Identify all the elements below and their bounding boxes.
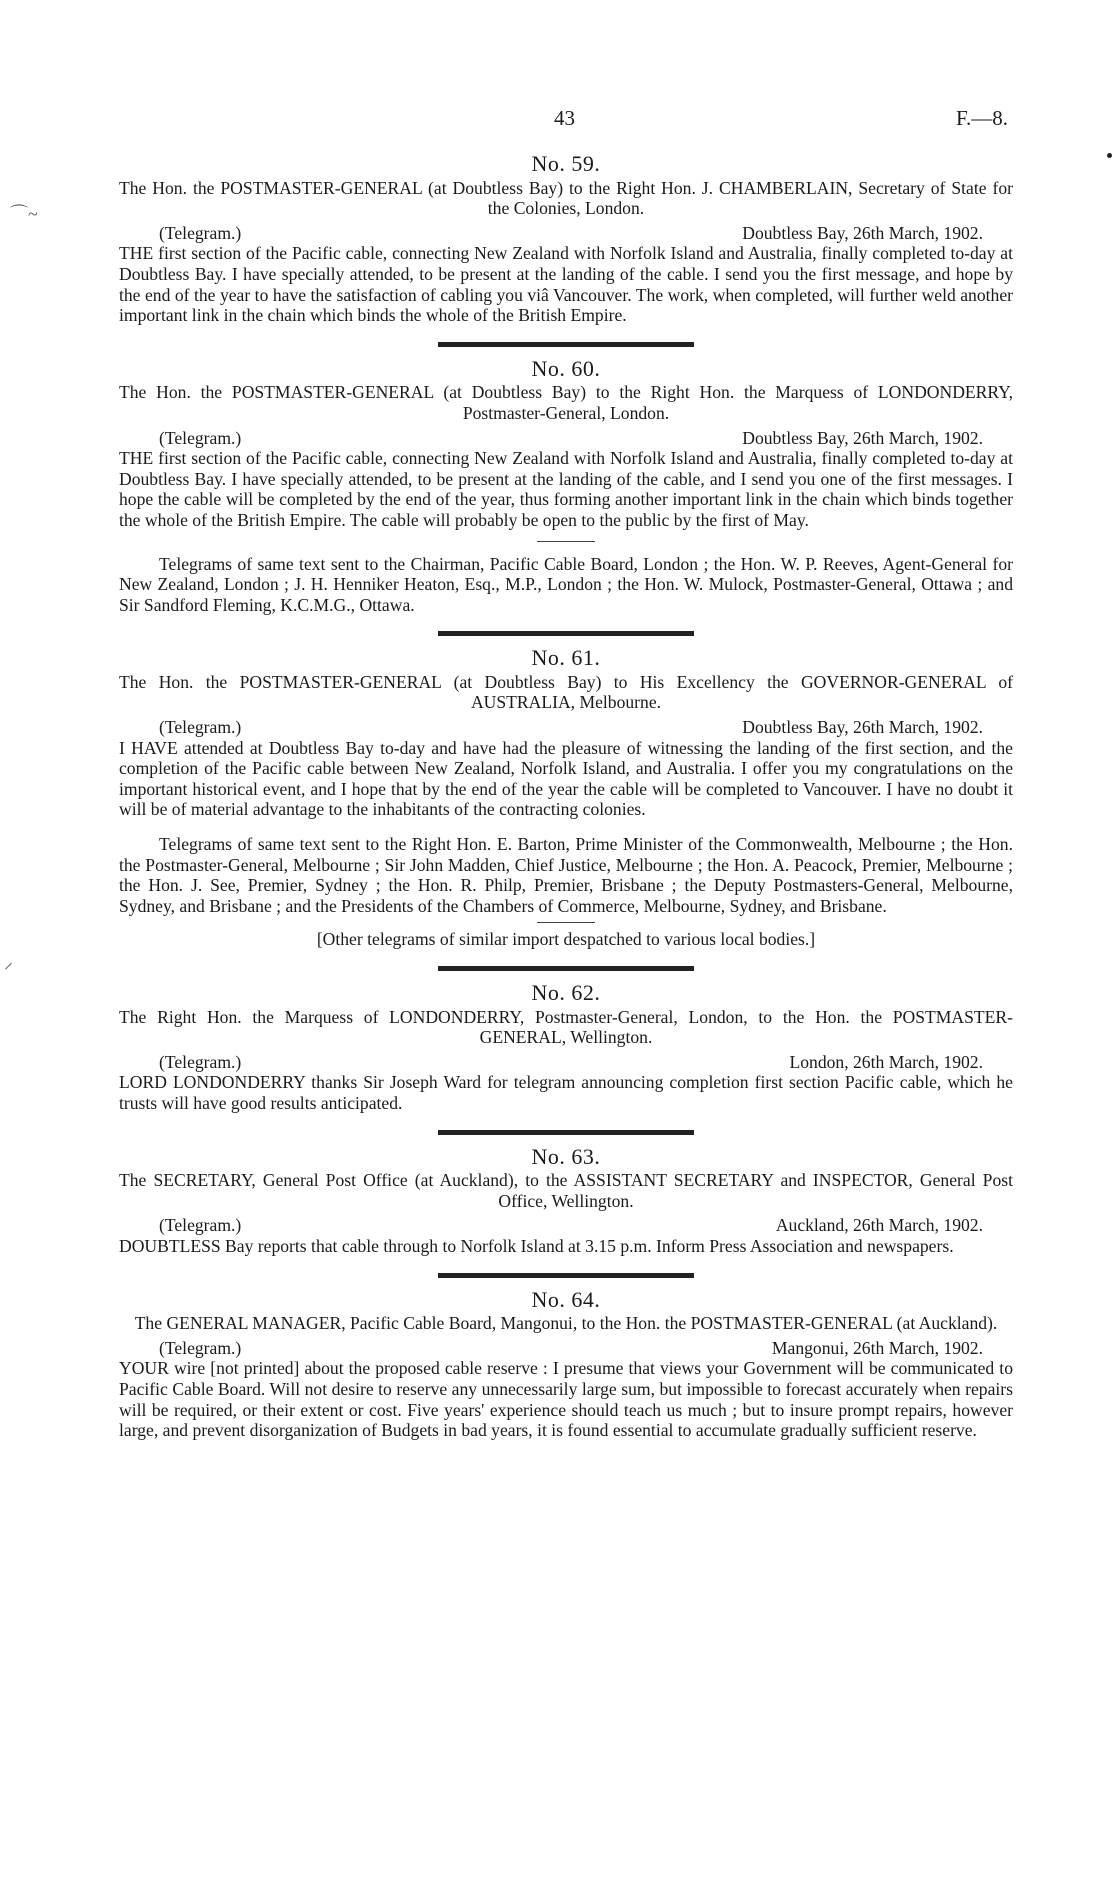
distribution-note: Telegrams of same text sent to the Right Hon. E. Barton, Prime Minister of the Commonwealth, Melbourne ; the Hon. the Postmaster-General, Melbourne ; Sir John Madden, Chief Justice, Melbourne ; the Hon. A. Peacock, Premier, Melbourne ; the Hon. J. See, Premier, Sydney ; the Hon. R. Philp, Premier, Brisbane ; the Deputy Postmasters-General, Melbourne, Sydney, and Brisbane ; and the Presidents of the Chambers of Commerce, Melbourne, Sydney, and Brisbane. — [119, 834, 1013, 916]
section-number: No. 61. — [531, 645, 601, 671]
place-date: London, 26th March, 1902. — [789, 1051, 983, 1072]
margin-mark: ⌒~ — [10, 204, 38, 224]
telegram-line — [119, 428, 1013, 449]
telegram-label: (Telegram.) — [159, 222, 242, 243]
section-heading: The Hon. the POSTMASTER-GENERAL (at Doubtless Bay) to His Excellency the GOVERNOR-GENERAL of AUSTRALIA, Melbourne. — [119, 671, 1013, 713]
telegram-line — [119, 1215, 1013, 1236]
section-59 — [119, 151, 1013, 326]
place-date: Doubtless Bay, 26th March, 1902. — [742, 717, 983, 738]
section-divider — [438, 631, 694, 636]
section-divider — [438, 1130, 694, 1135]
section-heading: The GENERAL MANAGER, Pacific Cable Board, Mangonui, to the Hon. the POSTMASTER-GENERAL (at Auckland). — [134, 1313, 998, 1334]
section-number: No. 63. — [531, 1143, 601, 1169]
place-date: Doubtless Bay, 26th March, 1902. — [742, 427, 983, 448]
section-62 — [119, 980, 1013, 1114]
telegram-label: (Telegram.) — [159, 1337, 242, 1358]
section-number: No. 62. — [531, 980, 601, 1005]
note-divider — [537, 922, 595, 923]
section-divider — [438, 1273, 694, 1278]
spacer — [119, 820, 1013, 834]
telegram-body: I HAVE attended at Doubtless Bay to-day and have had the pleasure of witnessing the landing of the first section, and the completion of the Pacific cable between New Zealand, Norfolk Island, and Australia. I offer you my congratulations on the important historical event, and I hope that by the end of the year the cable will be completed to Vancouver. I have no doubt it will be of material advantage to the inhabitants of the contracting colonies. — [119, 737, 1013, 820]
telegram-body: THE first section of the Pacific cable, connecting New Zealand with Norfolk Island and Australia, finally completed to-day at Doubtless Bay. I have specially attended, to be present at the landing of the cable. I send you the first message, and hope by the end of the year to have the satisfaction of cabling you viâ Vancouver. The work, when completed, will further weld another important link in the chain which binds the whole of the British Empire. — [119, 243, 1013, 326]
section-divider — [438, 966, 694, 971]
telegram-line — [119, 1338, 1013, 1359]
telegram-label: (Telegram.) — [159, 1215, 242, 1236]
telegram-label: (Telegram.) — [159, 717, 242, 738]
telegram-label: (Telegram.) — [159, 427, 242, 448]
page-number: 43 — [554, 106, 575, 130]
section-heading: The Hon. the POSTMASTER-GENERAL (at Doubtless Bay) to the Right Hon. J. CHAMBERLAIN, Secretary of State for the Colonies, London. — [119, 177, 1013, 219]
note-divider — [537, 541, 595, 542]
telegram-body: YOUR wire [not printed] about the proposed cable reserve : I presume that views your Government will be communicated to Pacific Cable Board. Will not desire to reserve any unnecessarily large sum, but impossible to forecast accurately when repairs will be required, or their extent or cost. Five years' experience should teach us much ; but to insure prompt repairs, however large, and prevent disorganization of Budgets in bad years, it is found essential to accumulate gradually sufficient reserve. — [119, 1358, 1013, 1441]
section-64 — [119, 1286, 1013, 1441]
telegram-line — [119, 223, 1013, 244]
section-heading: The SECRETARY, General Post Office (at Auckland), to the ASSISTANT SECRETARY and INSPECTOR, General Post Office, Wellington. — [119, 1170, 1013, 1211]
section-number: No. 64. — [531, 1286, 601, 1312]
telegram-line — [119, 1052, 1013, 1073]
section-number: No. 59. — [531, 151, 601, 176]
section-heading: The Right Hon. the Marquess of LONDONDERRY, Postmaster-General, London, to the Hon. the POSTMASTER-GENERAL, Wellington. — [119, 1006, 1013, 1048]
place-date: Doubtless Bay, 26th March, 1902. — [742, 222, 983, 243]
section-61 — [119, 645, 1013, 950]
section-60 — [119, 355, 1013, 616]
distribution-note: Telegrams of same text sent to the Chairman, Pacific Cable Board, London ; the Hon. W. P. Reeves, Agent-General for New Zealand, London ; J. H. Henniker Heaton, Esq., M.P., London ; the Hon. W. Mulock, Postmaster-General, Ottawa ; and Sir Sandford Fleming, K.C.M.G., Ottawa. — [119, 553, 1013, 615]
place-date: Auckland, 26th March, 1902. — [775, 1215, 983, 1236]
bracket-note: [Other telegrams of similar import despatched to various local bodies.] — [316, 929, 816, 950]
telegram-body: DOUBTLESS Bay reports that cable through to Norfolk Island at 3.15 p.m. Inform Press Association and newspapers. — [119, 1235, 954, 1256]
place-date: Mangonui, 26th March, 1902. — [771, 1337, 983, 1358]
margin-dot — [1107, 153, 1112, 158]
telegram-line — [119, 717, 1013, 738]
section-number: No. 60. — [531, 355, 601, 381]
telegram-body: THE first section of the Pacific cable, connecting New Zealand with Norfolk Island and Australia, finally completed to-day at Doubtless Bay. I have specially attended, to be present at the landing of the cable, and I send you one of the first messages. I hope the cable will be completed by the end of the year, thus forming another important link in the chain which binds together the whole of the British Empire. The cable will probably be open to the public by the first of May. — [119, 448, 1013, 530]
section-divider — [438, 342, 694, 347]
telegram-body: LORD LONDONDERRY thanks Sir Joseph Ward for telegram announcing completion first section Pacific cable, which he trusts will have good results anticipated. — [119, 1072, 1013, 1113]
section-heading: The Hon. the POSTMASTER-GENERAL (at Doubtless Bay) to the Right Hon. the Marquess of LONDONDERRY, Postmaster-General, London. — [119, 382, 1013, 423]
telegram-label: (Telegram.) — [159, 1051, 242, 1072]
document-content — [119, 151, 1013, 1441]
document-reference: F.—8. — [956, 106, 1008, 130]
section-63 — [119, 1143, 1013, 1257]
margin-mark: ⸝ — [4, 952, 13, 972]
